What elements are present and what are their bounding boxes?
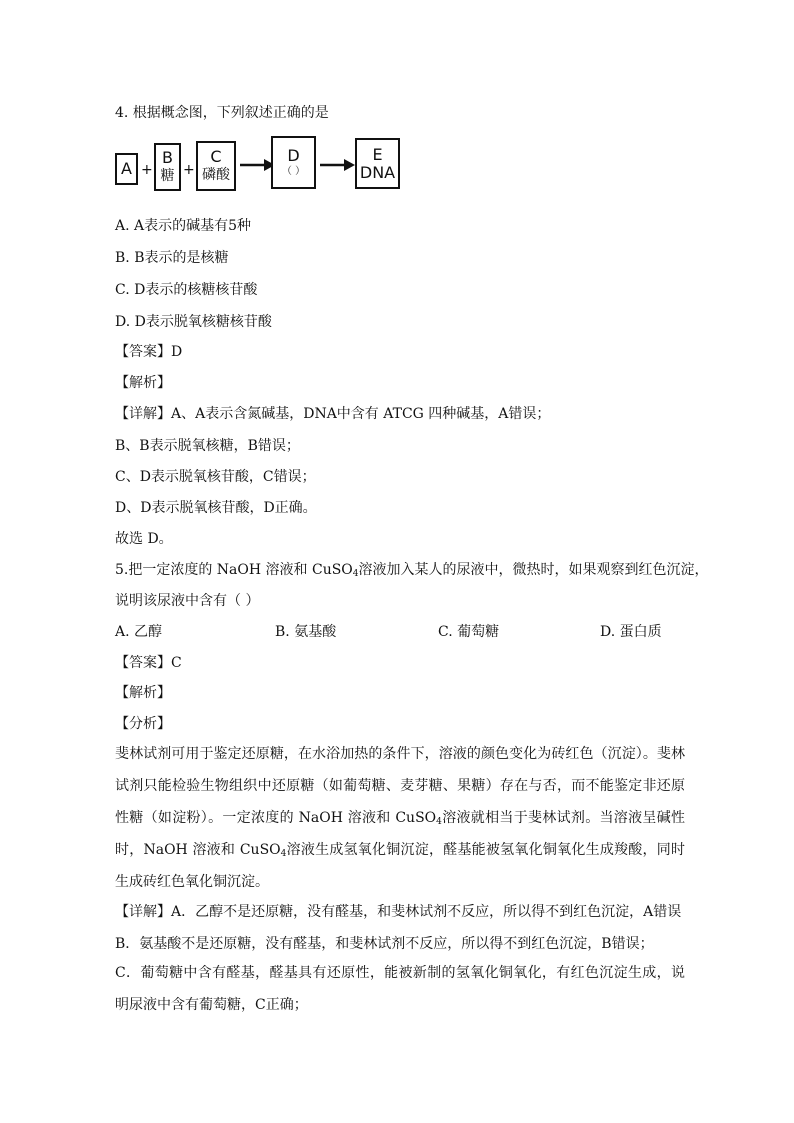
arrow-right-icon bbox=[320, 158, 356, 172]
q5-option-c: C. 葡萄糖 bbox=[438, 624, 500, 640]
q5-fenxi-heading: 【分析】 bbox=[115, 716, 171, 732]
q5-stem-text-b: 溶液加入某人的尿液中，微热时，如果观察到红色沉淀， bbox=[358, 562, 709, 578]
q5-fenxi-text-3: 溶液生成氢氧化铜沉淀，醛基能被氢氧化铜氧化生成羧酸，同时生成砖红色氧化铜沉淀。 bbox=[115, 842, 685, 890]
plus-sign-2: + bbox=[183, 162, 195, 178]
q4-detail-c: C、D表示脱氧核苷酸，C错误； bbox=[115, 469, 316, 485]
q5-fenxi-text-1: 斐林试剂可用于鉴定还原糖，在水浴加热的条件下，溶液的颜色变化为砖红色（沉淀）。斐林试剂只能检验生物组织中还原糖（如葡萄糖、麦芽糖、果糖）存在与否，而不能鉴定非还原性糖（如淀粉）。一定浓度的 NaOH 溶液和 CuSO bbox=[115, 746, 685, 826]
box-d-letter: D bbox=[287, 145, 300, 165]
box-e-letter: E bbox=[372, 144, 383, 164]
box-b-letter: B bbox=[162, 148, 173, 167]
q4-answer: 【答案】D bbox=[115, 344, 183, 360]
plus-sign-1: + bbox=[141, 162, 153, 178]
box-d bbox=[271, 136, 316, 189]
q5-option-d: D. 蛋白质 bbox=[600, 624, 662, 640]
box-e-label: DNA bbox=[359, 162, 396, 182]
q4-detail-d: D、D表示脱氧核苷酸，D正确。 bbox=[115, 500, 317, 516]
box-c bbox=[196, 141, 236, 191]
q5-fenxi-text-2: 溶液就相当于斐林试剂。当溶液呈碱性时，NaOH 溶液和 CuSO bbox=[115, 810, 686, 858]
q4-detail-a: 【详解】A、A表示含氮碱基，DNA中含有 ATCG 四种碱基，A错误； bbox=[115, 406, 551, 422]
q5-stem-line1 bbox=[115, 560, 709, 580]
q5-detail-c: C．葡萄糖中含有醛基，醛基具有还原性，能被新制的氢氧化铜氧化，有红色沉淀生成，说明尿液中含有葡萄糖，C正确； bbox=[115, 965, 685, 1013]
q4-detail-b: B、B表示脱氧核糖，B错误； bbox=[115, 438, 300, 454]
box-a bbox=[115, 153, 138, 185]
q4-analysis-heading: 【解析】 bbox=[115, 375, 171, 391]
q5-analysis-paragraph bbox=[115, 738, 685, 898]
q5-answer: 【答案】C bbox=[115, 655, 182, 671]
q5-analysis-heading: 【解析】 bbox=[115, 685, 171, 701]
box-c-letter: C bbox=[210, 147, 222, 166]
q5-stem-line2: 说明该尿液中含有（ ） bbox=[115, 593, 260, 609]
q5-stem-text-a: 5.把一定浓度的 NaOH 溶液和 CuSO bbox=[115, 562, 353, 578]
box-e bbox=[355, 138, 400, 189]
q4-option-a: A. A表示的碱基有5种 bbox=[115, 218, 252, 234]
q4-stem: 4. 根据概念图，下列叙述正确的是 bbox=[115, 105, 329, 121]
q5-option-a: A. 乙醇 bbox=[115, 624, 163, 640]
q4-option-b: B. B表示的是核糖 bbox=[115, 250, 229, 266]
q5-stem-subscript: 4 bbox=[352, 569, 359, 579]
q5-detail-a: 【详解】A．乙醇不是还原糖，没有醛基，和斐林试剂不反应，所以得不到红色沉淀，A错误 bbox=[115, 904, 682, 920]
box-a-letter: A bbox=[121, 159, 132, 178]
q5-fenxi-subscript-2: 4 bbox=[280, 849, 287, 859]
q4-option-d: D. D表示脱氧核糖核苷酸 bbox=[115, 314, 272, 330]
q4-conclusion: 故选 D。 bbox=[115, 531, 173, 547]
q5-fenxi-subscript-1: 4 bbox=[436, 817, 442, 827]
q5-detail-b: B．氨基酸不是还原糖，没有醛基，和斐林试剂不反应，所以得不到红色沉淀，B错误； bbox=[115, 936, 654, 952]
q5-option-b: B. 氨基酸 bbox=[275, 624, 337, 640]
box-b bbox=[154, 143, 181, 191]
box-d-blank: （ ） bbox=[281, 165, 306, 177]
q4-option-c: C. D表示的核糖核苷酸 bbox=[115, 282, 258, 298]
box-b-label: 糖 bbox=[160, 168, 175, 184]
box-c-label: 磷酸 bbox=[202, 167, 230, 183]
